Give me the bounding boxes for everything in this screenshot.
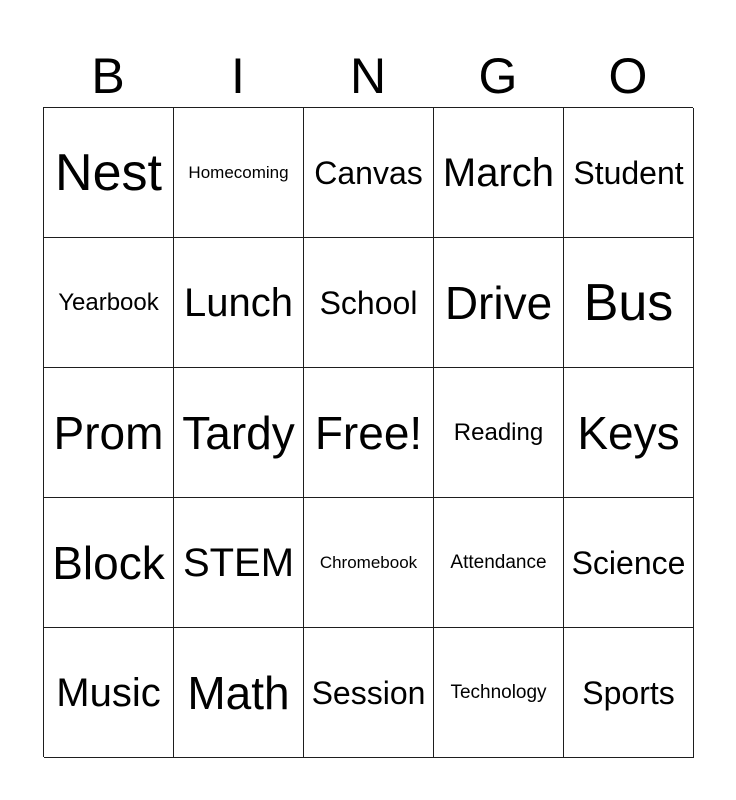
bingo-cell[interactable]: Block: [44, 498, 174, 628]
bingo-cell[interactable]: School: [304, 238, 434, 368]
bingo-header: [43, 46, 693, 106]
bingo-cell[interactable]: Attendance: [434, 498, 564, 628]
header-letter-g: G: [478, 48, 518, 104]
bingo-cell[interactable]: Drive: [434, 238, 564, 368]
bingo-cell[interactable]: Homecoming: [174, 108, 304, 238]
bingo-cell[interactable]: Lunch: [174, 238, 304, 368]
header-letter-n: N: [349, 48, 387, 104]
bingo-cell[interactable]: Free!: [304, 368, 434, 498]
bingo-cell[interactable]: Sports: [564, 628, 694, 758]
bingo-board: [43, 107, 693, 757]
bingo-cell[interactable]: Student: [564, 108, 694, 238]
bingo-cell[interactable]: Reading: [434, 368, 564, 498]
bingo-cell[interactable]: Bus: [564, 238, 694, 368]
bingo-cell[interactable]: Yearbook: [44, 238, 174, 368]
bingo-cell[interactable]: Science: [564, 498, 694, 628]
bingo-cell[interactable]: Prom: [44, 368, 174, 498]
bingo-cell[interactable]: Technology: [434, 628, 564, 758]
bingo-cell[interactable]: Nest: [44, 108, 174, 238]
header-letter-i: I: [231, 48, 245, 104]
header-letter-o: O: [608, 48, 648, 104]
bingo-cell[interactable]: Chromebook: [304, 498, 434, 628]
bingo-cell[interactable]: Keys: [564, 368, 694, 498]
bingo-cell[interactable]: Session: [304, 628, 434, 758]
bingo-cell[interactable]: Math: [174, 628, 304, 758]
bingo-cell[interactable]: STEM: [174, 498, 304, 628]
bingo-cell[interactable]: Music: [44, 628, 174, 758]
bingo-cell[interactable]: March: [434, 108, 564, 238]
header-letter-b: B: [91, 48, 125, 104]
bingo-cell[interactable]: Canvas: [304, 108, 434, 238]
bingo-cell[interactable]: Tardy: [174, 368, 304, 498]
